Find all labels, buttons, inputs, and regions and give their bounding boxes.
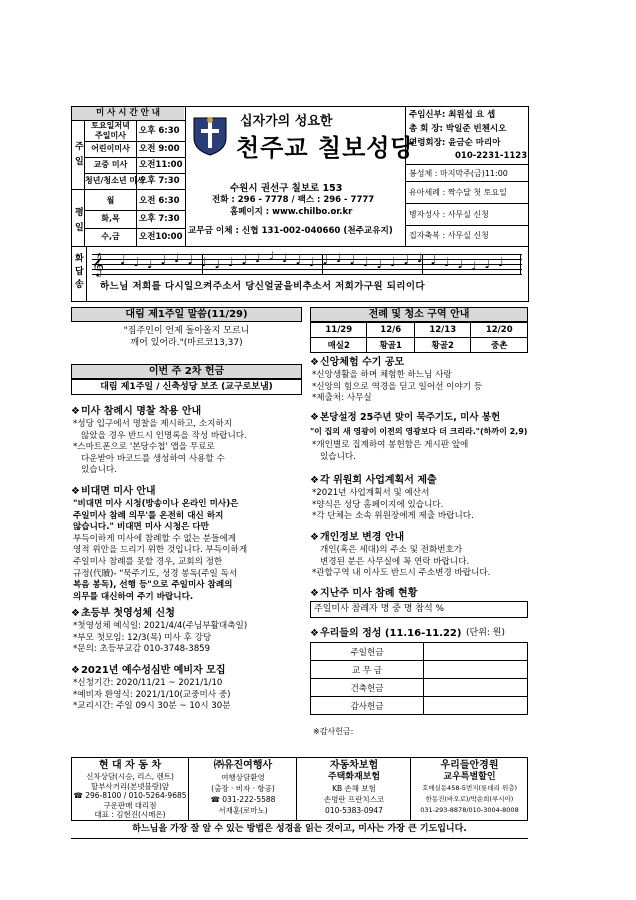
notice-essay-body <box>312 370 482 405</box>
music-note-icon: ♩ <box>160 253 167 267</box>
staff-house-blessing: 집자축복 : 사무실 신청 <box>409 231 489 240</box>
cleaning-table <box>310 322 528 353</box>
hymn-staff: 𝄞 ♩ ♩ ♩ ♩ ♩ ♩ ♩ ♩ ♩ ♩ ♩ ♩ ♩ ♩ ♩ ♩ ♩ ♩ ♩ ♩ ♩ ♩ ♩ ♩ ♩ ♩ ♩ ♩ ♩ <box>92 252 522 276</box>
notice-rosary-body <box>312 440 468 463</box>
notice-first-communion-body <box>73 621 247 656</box>
music-note-icon: ♩ <box>363 255 369 269</box>
offering-table <box>310 642 528 715</box>
ad-name: ㈜유진여행사 <box>213 760 273 771</box>
ad-line: 여행상담환영 <box>221 773 265 782</box>
notice-line: 않았을 경우 반드시 인명록을 작성 바랍니다. <box>81 430 247 441</box>
diamond-icon: ❖ <box>71 486 80 497</box>
notice-line: 다운받아 바코드를 생성하여 사용할 수 <box>81 453 225 464</box>
cleaning-area: 중촌 <box>471 338 528 353</box>
offering-footnote: ※감사헌금: <box>313 727 354 736</box>
weekday-name: 월 <box>106 196 115 205</box>
notice-first-communion-title: ❖초등부 첫영성체 신청 <box>71 608 175 619</box>
notice-line: 영적 위안을 드리기 위한 것입니다. 부득이하게 <box>73 545 248 556</box>
ad-line: ☎ 296-8100 / 010-5264-9685 <box>73 791 187 800</box>
offering-row-label: 건축헌금 <box>311 679 424 697</box>
cleaning-area: 매실2 <box>311 338 367 353</box>
attendance-content: 주일미사 참례자 명 중 명 참석 % <box>314 604 445 614</box>
diamond-icon: ❖ <box>310 475 319 486</box>
notice-line: *부모 첫모임: 12/3(목) 미사 후 강당 <box>73 632 212 643</box>
second-collection-content: 대림 제1주일 / 신축성당 보조 (교구로보냄) <box>100 382 273 392</box>
music-note-icon: ♩ <box>471 259 477 273</box>
offering-row-value <box>424 679 528 697</box>
notice-line: 있습니다. <box>81 465 117 476</box>
ad-name: 우리들안경원 <box>440 760 499 771</box>
church-homepage: 홈페이지 : www.chilbo.or.kr <box>230 207 353 217</box>
notice-line: *각 단체는 소속 위원장에게 제출 바랍니다. <box>312 511 474 522</box>
offering-unit: (단위: 원) <box>466 628 505 638</box>
music-note-icon: ♩ <box>390 255 396 269</box>
notice-line: *첫영성체 예식일: 2021/4/4(주님부활대축일) <box>73 621 248 631</box>
offering-row-label: 주일헌금 <box>311 643 424 661</box>
notice-non-face-title: ❖비대면 미사 안내 <box>71 486 156 497</box>
notice-line: 주일미사 참례를 못할 경우, 교회의 정한 <box>73 556 223 567</box>
music-note-icon: ♩ <box>187 253 194 267</box>
ad-line: ☎ 031-222-5588 <box>210 795 276 804</box>
notice-line: *신청기간: 2020/11/21 ~ 2021/1/10 <box>73 678 223 688</box>
ad-line: 서재훈(로마노) <box>218 806 268 815</box>
notice-privacy-body <box>312 545 490 580</box>
music-note-icon: ♩ <box>336 251 342 265</box>
notice-non-face-body <box>73 499 247 603</box>
weekday-time: 오후 7:30 <box>139 214 180 224</box>
offering-row-label: 교 무 금 <box>311 661 424 679</box>
music-note-icon: ♩ <box>268 249 275 263</box>
music-note-icon: ♩ <box>417 251 423 265</box>
sunday-word-line2: 깨어 있어라."(마르코13,37) <box>130 338 243 348</box>
cleaning-area: 황골1 <box>367 338 415 353</box>
ad-line: 010-5383-0947 <box>325 806 383 815</box>
notice-line: *예비자 환영식: 2021/1/10(교중미사 중) <box>73 689 231 700</box>
offering-row-value <box>424 697 528 715</box>
cleaning-title: 전례 및 청소 구역 안내 <box>368 309 470 320</box>
weekend-time: 오후 6:30 <box>139 126 180 136</box>
church-address: 수원시 권선구 칠보로 153 <box>230 183 343 194</box>
notice-line: *관할구역 내 이사도 반드시 주소변경 바랍니다. <box>312 568 491 579</box>
diamond-icon: ❖ <box>310 628 319 639</box>
notice-catechumen-title: ❖2021년 예수성심반 예비자 모집 <box>71 665 226 676</box>
staff-infant-baptism: 유아세례 : 짝수달 첫 토요일 <box>409 188 507 197</box>
notice-line: *문의: 초등부교감 010-3748-3859 <box>73 644 211 655</box>
church-logo <box>190 112 230 156</box>
notice-line: 않습니다." 비대면 미사 시청은 다만 <box>73 522 209 533</box>
ad-line: KB 손해 보험 <box>332 784 376 793</box>
music-note-icon: ♩ <box>282 251 288 265</box>
hymn-lyrics: 하느님 저희를 다시일으켜주소서 당신얼굴을비추소서 저희가구원 되리이다 <box>100 281 426 292</box>
diamond-icon: ❖ <box>71 608 80 619</box>
diamond-icon: ❖ <box>310 412 319 423</box>
weekend-name: 토요일저녁 주일미사 <box>91 121 130 140</box>
notice-privacy-title: ❖개인정보 변경 안내 <box>310 532 405 543</box>
ad-line: 호매실동458-5번지(롯데리 위층) <box>421 784 518 792</box>
staff-pastor: 주임신부: 최원섭 요 셉 <box>409 110 496 120</box>
music-note-icon: ♩ <box>376 257 383 271</box>
ad-line: 대표 : 김현진(시메온) <box>94 810 166 819</box>
second-collection-title: 이번 주 2차 헌금 <box>148 366 225 377</box>
music-note-icon: ♩ <box>322 253 329 267</box>
notice-line: 변경된 분은 사무실에 꼭 연락 바랍니다. <box>320 556 470 567</box>
notice-line: 주일미사 참례 의무'를 온전히 대신 하지 <box>73 510 224 521</box>
music-note-icon: ♩ <box>403 253 410 267</box>
notice-line: 의무를 대신하여 주기 바랍니다. <box>73 591 194 602</box>
ad-line: 손명란 프란치스코 <box>323 795 385 804</box>
mass-schedule-title: 미 사 시 간 안 내 <box>72 107 184 120</box>
ad-line: 신차상담(시승, 리스, 렌트) <box>86 772 174 781</box>
music-note-icon: ♩ <box>174 251 180 265</box>
notice-line: 부득이하게 미사에 참례할 수 없는 분들에게 <box>73 533 237 544</box>
music-note-icon: ♩ <box>349 253 356 267</box>
ad-line: 교우특별할인 <box>443 772 496 782</box>
weekday-time: 오전10:00 <box>139 232 183 242</box>
music-note-icon: ♩ <box>133 255 140 269</box>
notice-line: 복음 봉독), 선행 등"으로 주일미사 참례의 <box>73 580 233 591</box>
notice-line: *신앙의 힘으로 역경을 딛고 일어선 이야기 등 <box>312 381 483 392</box>
diamond-icon: ❖ <box>310 532 319 543</box>
notice-line: "비대면 미사 시청(방송이나 온라인 미사)은 <box>73 499 239 509</box>
ad-name: 자동차보험 <box>329 760 379 771</box>
church-subtitle: 십자가의 성요한 <box>240 114 333 129</box>
church-account: 교무금 이체 : 신협 131-002-040660 (천주교유지) <box>188 226 393 236</box>
music-note-icon: ♩ <box>214 257 221 271</box>
ad-name: 현 대 자 동 차 <box>98 760 162 771</box>
ad-block <box>188 758 297 820</box>
church-phone: 전화 : 296 - 7778 / 팩스 : 296 - 7777 <box>212 195 375 205</box>
ad-line: 주택화재보험 <box>327 772 381 782</box>
attendance-title: ❖지난주 미사 참례 현황 <box>310 588 418 599</box>
notice-line: 있습니다. <box>320 451 356 462</box>
cleaning-date: 12/20 <box>471 323 528 338</box>
weekday-name: 화,목 <box>101 214 120 223</box>
ad-line: 할부사거리(본넷블랑)앞 <box>90 781 170 791</box>
staff-president: 총 회 장: 박일준 빈첸시오 <box>409 124 507 134</box>
weekday-time: 오전 6:30 <box>139 196 180 206</box>
music-note-icon: ♩ <box>444 255 450 269</box>
offering-title: ❖우리들의 정성 (11.16-11.22) <box>310 628 462 639</box>
music-note-icon: ♩ <box>255 251 261 265</box>
cleaning-date: 11/29 <box>311 323 367 338</box>
notice-committee-body <box>312 488 474 523</box>
sunday-word-line1: "집주인이 언제 돌아올지 모르니 <box>123 326 250 336</box>
notice-committee-title: ❖각 위원회 사업계획서 제출 <box>310 475 437 486</box>
music-note-icon: ♩ <box>457 257 464 271</box>
ad-block <box>72 758 188 820</box>
footer-quote: 하느님을 가장 잘 알 수 있는 방법은 성경을 읽는 것이고, 미사는 가장 큰 기도입니다. <box>132 824 467 834</box>
notice-line: *교리시간: 주일 09시 30분 ~ 10시 30분 <box>73 701 231 712</box>
weekend-time: 오후 7:30 <box>139 176 180 186</box>
weekend-name: 청년/청소년 미사 <box>85 176 145 185</box>
notice-line: *제출처: 사무실 <box>312 393 372 404</box>
notice-line: *2021년 사업계획서 및 예산서 <box>312 488 430 498</box>
diamond-icon: ❖ <box>71 665 80 676</box>
diamond-icon: ❖ <box>310 357 319 368</box>
diamond-icon: ❖ <box>310 588 319 599</box>
notice-line: *개인별로 집계하여 봉헌함은 게시판 앞에 <box>312 440 469 450</box>
ad-line: (출장 · 비자 · 항공) <box>211 784 275 793</box>
sunday-word-title: 대림 제1주일 말씀(11/29) <box>125 309 248 320</box>
notice-line: 개인(혹은 세대)의 주소 및 전화번호가 <box>320 545 463 555</box>
ad-line: 031-293-8878/010-3004-8008 <box>420 806 519 814</box>
music-note-icon: ♩ <box>309 255 315 269</box>
weekday-label: 평 일 <box>75 208 84 233</box>
offering-row-value <box>424 661 528 679</box>
notice-essay-title: ❖신앙체험 수기 공모 <box>310 357 405 368</box>
notice-line: 규정(代贖)- "묵주기도, 성경 봉독(주일 독서 <box>73 568 238 579</box>
hymn-label: 화 답 송 <box>75 254 84 290</box>
music-note-icon: ♩ <box>484 257 491 271</box>
staff-contact: 연령회장: 윤금순 마리아 <box>409 138 501 148</box>
ad-block <box>410 758 528 820</box>
notice-mass-list-title: ❖미사 참례시 명찰 착용 안내 <box>71 406 202 417</box>
notice-line: *신앙생활을 하며 체험한 하느님 사랑 <box>312 370 452 380</box>
offering-row-value <box>424 643 528 661</box>
cleaning-date: 12/6 <box>367 323 415 338</box>
music-note-icon: ♩ <box>147 257 153 271</box>
music-note-icon: ♩ <box>228 255 234 269</box>
weekend-name: 어린이미사 <box>91 144 130 153</box>
staff-contact-phone: 010-2231-1123 <box>455 151 528 161</box>
ad-block <box>296 758 411 820</box>
notice-catechumen-body <box>73 678 231 713</box>
notice-rosary-title: ❖본당설정 25주년 맞이 묵주기도, 미사 봉헌 <box>310 412 501 423</box>
church-name: 천주교 칠보성당 <box>236 134 415 162</box>
weekend-name: 교중 미사 <box>93 160 128 169</box>
staff-anointing: 봉성체 : 마지막주(금)11:00 <box>409 169 508 178</box>
notice-line: *스마트폰으로 '본당수첩' 앱을 무료로 <box>73 442 215 453</box>
weekend-time: 오전 9:00 <box>139 144 180 154</box>
notice-mass-list-body <box>73 419 247 477</box>
notice-line: *양식은 성당 홈페이지에 있습니다. <box>312 499 444 510</box>
notice-line: *성당 입구에서 명찰을 제시하고, 소지하지 <box>73 419 233 429</box>
music-note-icon: ♩ <box>430 253 437 267</box>
offering-row-label: 감사헌금 <box>311 697 424 715</box>
cleaning-area: 황골2 <box>414 338 470 353</box>
music-note-icon: ♩ <box>201 255 207 269</box>
cleaning-date: 12/13 <box>414 323 470 338</box>
notice-rosary-quote: "이 집의 새 영광이 이전의 영광보다 더 크리라."(하까이 2,9) <box>310 427 528 436</box>
weekend-time: 오전11:00 <box>139 160 183 170</box>
staff-sick-visit: 병자성사 : 사무실 신청 <box>409 210 489 219</box>
music-note-icon: ♩ <box>241 253 248 267</box>
diamond-icon: ❖ <box>71 406 80 417</box>
music-note-icon: ♩ <box>120 253 126 267</box>
music-note-icon: ♩ <box>498 255 504 269</box>
weekend-label: 주 일 <box>75 142 84 167</box>
music-note-icon: ♩ <box>295 253 302 267</box>
ad-line: 한동진(바오로)/박순희(루시아) <box>425 795 514 803</box>
ad-line: 구운판매 대리점 <box>103 800 157 810</box>
weekday-name: 수,금 <box>101 232 120 241</box>
